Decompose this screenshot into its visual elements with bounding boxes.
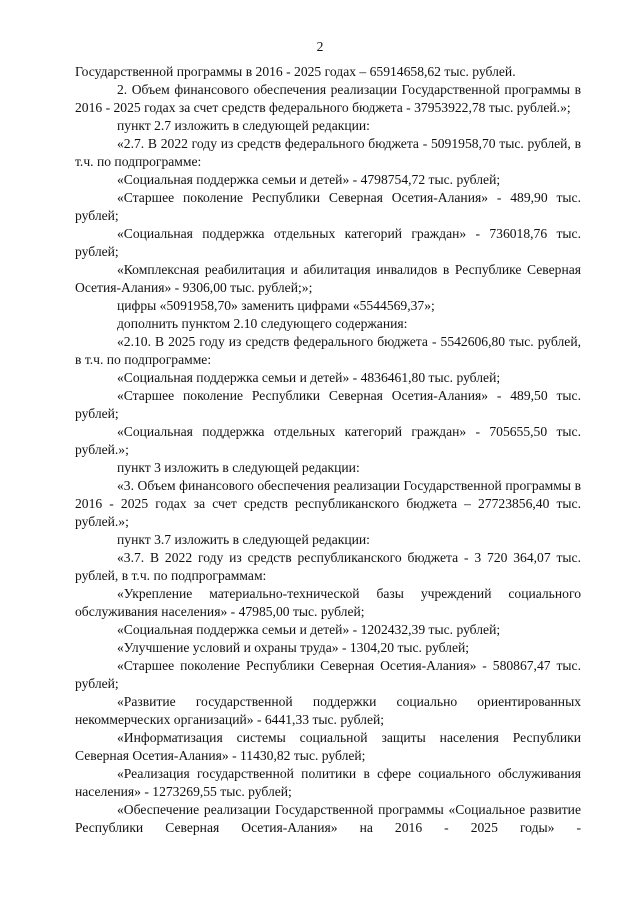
- paragraph: «Информатизация системы социальной защиты населения Республики Северная Осетия-Алания» - 11430,82 тыс. рублей;: [75, 730, 581, 763]
- paragraph: Государственной программы в 2016 - 2025 годах – 65914658,62 тыс. рублей.: [75, 64, 516, 79]
- paragraph: «Реализация государственной политики в сфере социального обслуживания населения» - 1273269,55 тыс. рублей;: [75, 766, 581, 799]
- paragraph: «Старшее поколение Республики Северная Осетия-Алания» - 489,90 тыс. рублей;: [75, 190, 581, 223]
- paragraph: «Старшее поколение Республики Северная Осетия-Алания» - 580867,47 тыс. рублей;: [75, 658, 581, 691]
- paragraph: «Развитие государственной поддержки социально ориентированных некоммерческих организаций» - 6441,33 тыс. рублей;: [75, 694, 581, 727]
- paragraph: 2. Объем финансового обеспечения реализации Государственной программы в 2016 - 2025 годах за счет средств федерального бюджета - 37953922,78 тыс. рублей.»;: [75, 82, 581, 115]
- paragraph: «2.7. В 2022 году из средств федерального бюджета - 5091958,70 тыс. рублей, в т.ч. по подпрограмме:: [75, 136, 581, 169]
- paragraph: «3. Объем финансового обеспечения реализации Государственной программы в 2016 - 2025 годах за счет средств республиканского бюджета – 27723856,40 тыс. рублей.»;: [75, 478, 581, 529]
- paragraph: «Комплексная реабилитация и абилитация инвалидов в Республике Северная Осетия-Алания» - 9306,00 тыс. рублей;»;: [75, 262, 581, 295]
- paragraph: «Социальная поддержка семьи и детей» - 4798754,72 тыс. рублей;: [117, 172, 501, 187]
- paragraph: «Социальная поддержка семьи и детей» - 4836461,80 тыс. рублей;: [117, 370, 501, 385]
- paragraph: «3.7. В 2022 году из средств республиканского бюджета - 3 720 364,07 тыс. рублей, в т.ч. по подпрограммам:: [75, 550, 581, 583]
- paragraph: «Социальная поддержка отдельных категорий граждан» - 705655,50 тыс. рублей.»;: [75, 424, 581, 457]
- paragraph: пункт 3 изложить в следующей редакции:: [117, 460, 360, 475]
- paragraph: «Улучшение условий и охраны труда» - 1304,20 тыс. рублей;: [117, 640, 470, 655]
- paragraph: «Социальная поддержка семьи и детей» - 1202432,39 тыс. рублей;: [117, 622, 501, 637]
- paragraph: «Укрепление материально-технической базы учреждений социального обслуживания населения» - 47985,00 тыс. рублей;: [75, 586, 581, 619]
- paragraph: «2.10. В 2025 году из средств федерального бюджета - 5542606,80 тыс. рублей, в т.ч. по подпрограмме:: [75, 334, 581, 367]
- paragraph: дополнить пунктом 2.10 следующего содержания:: [117, 316, 408, 331]
- document-body: [75, 63, 581, 837]
- paragraph: «Обеспечение реализации Государственной программы «Социальное развитие Республики Северная Осетия-Алания» на 2016 - 2025 годы» -: [75, 802, 581, 835]
- paragraph: «Социальная поддержка отдельных категорий граждан» - 736018,76 тыс. рублей;: [75, 226, 581, 259]
- page-number: 2: [316, 39, 324, 54]
- paragraph: пункт 2.7 изложить в следующей редакции:: [117, 118, 370, 133]
- paragraph: цифры «5091958,70» заменить цифрами «5544569,37»;: [117, 298, 435, 313]
- paragraph: «Старшее поколение Республики Северная Осетия-Алания» - 489,50 тыс. рублей;: [75, 388, 581, 421]
- paragraph: пункт 3.7 изложить в следующей редакции:: [117, 532, 370, 547]
